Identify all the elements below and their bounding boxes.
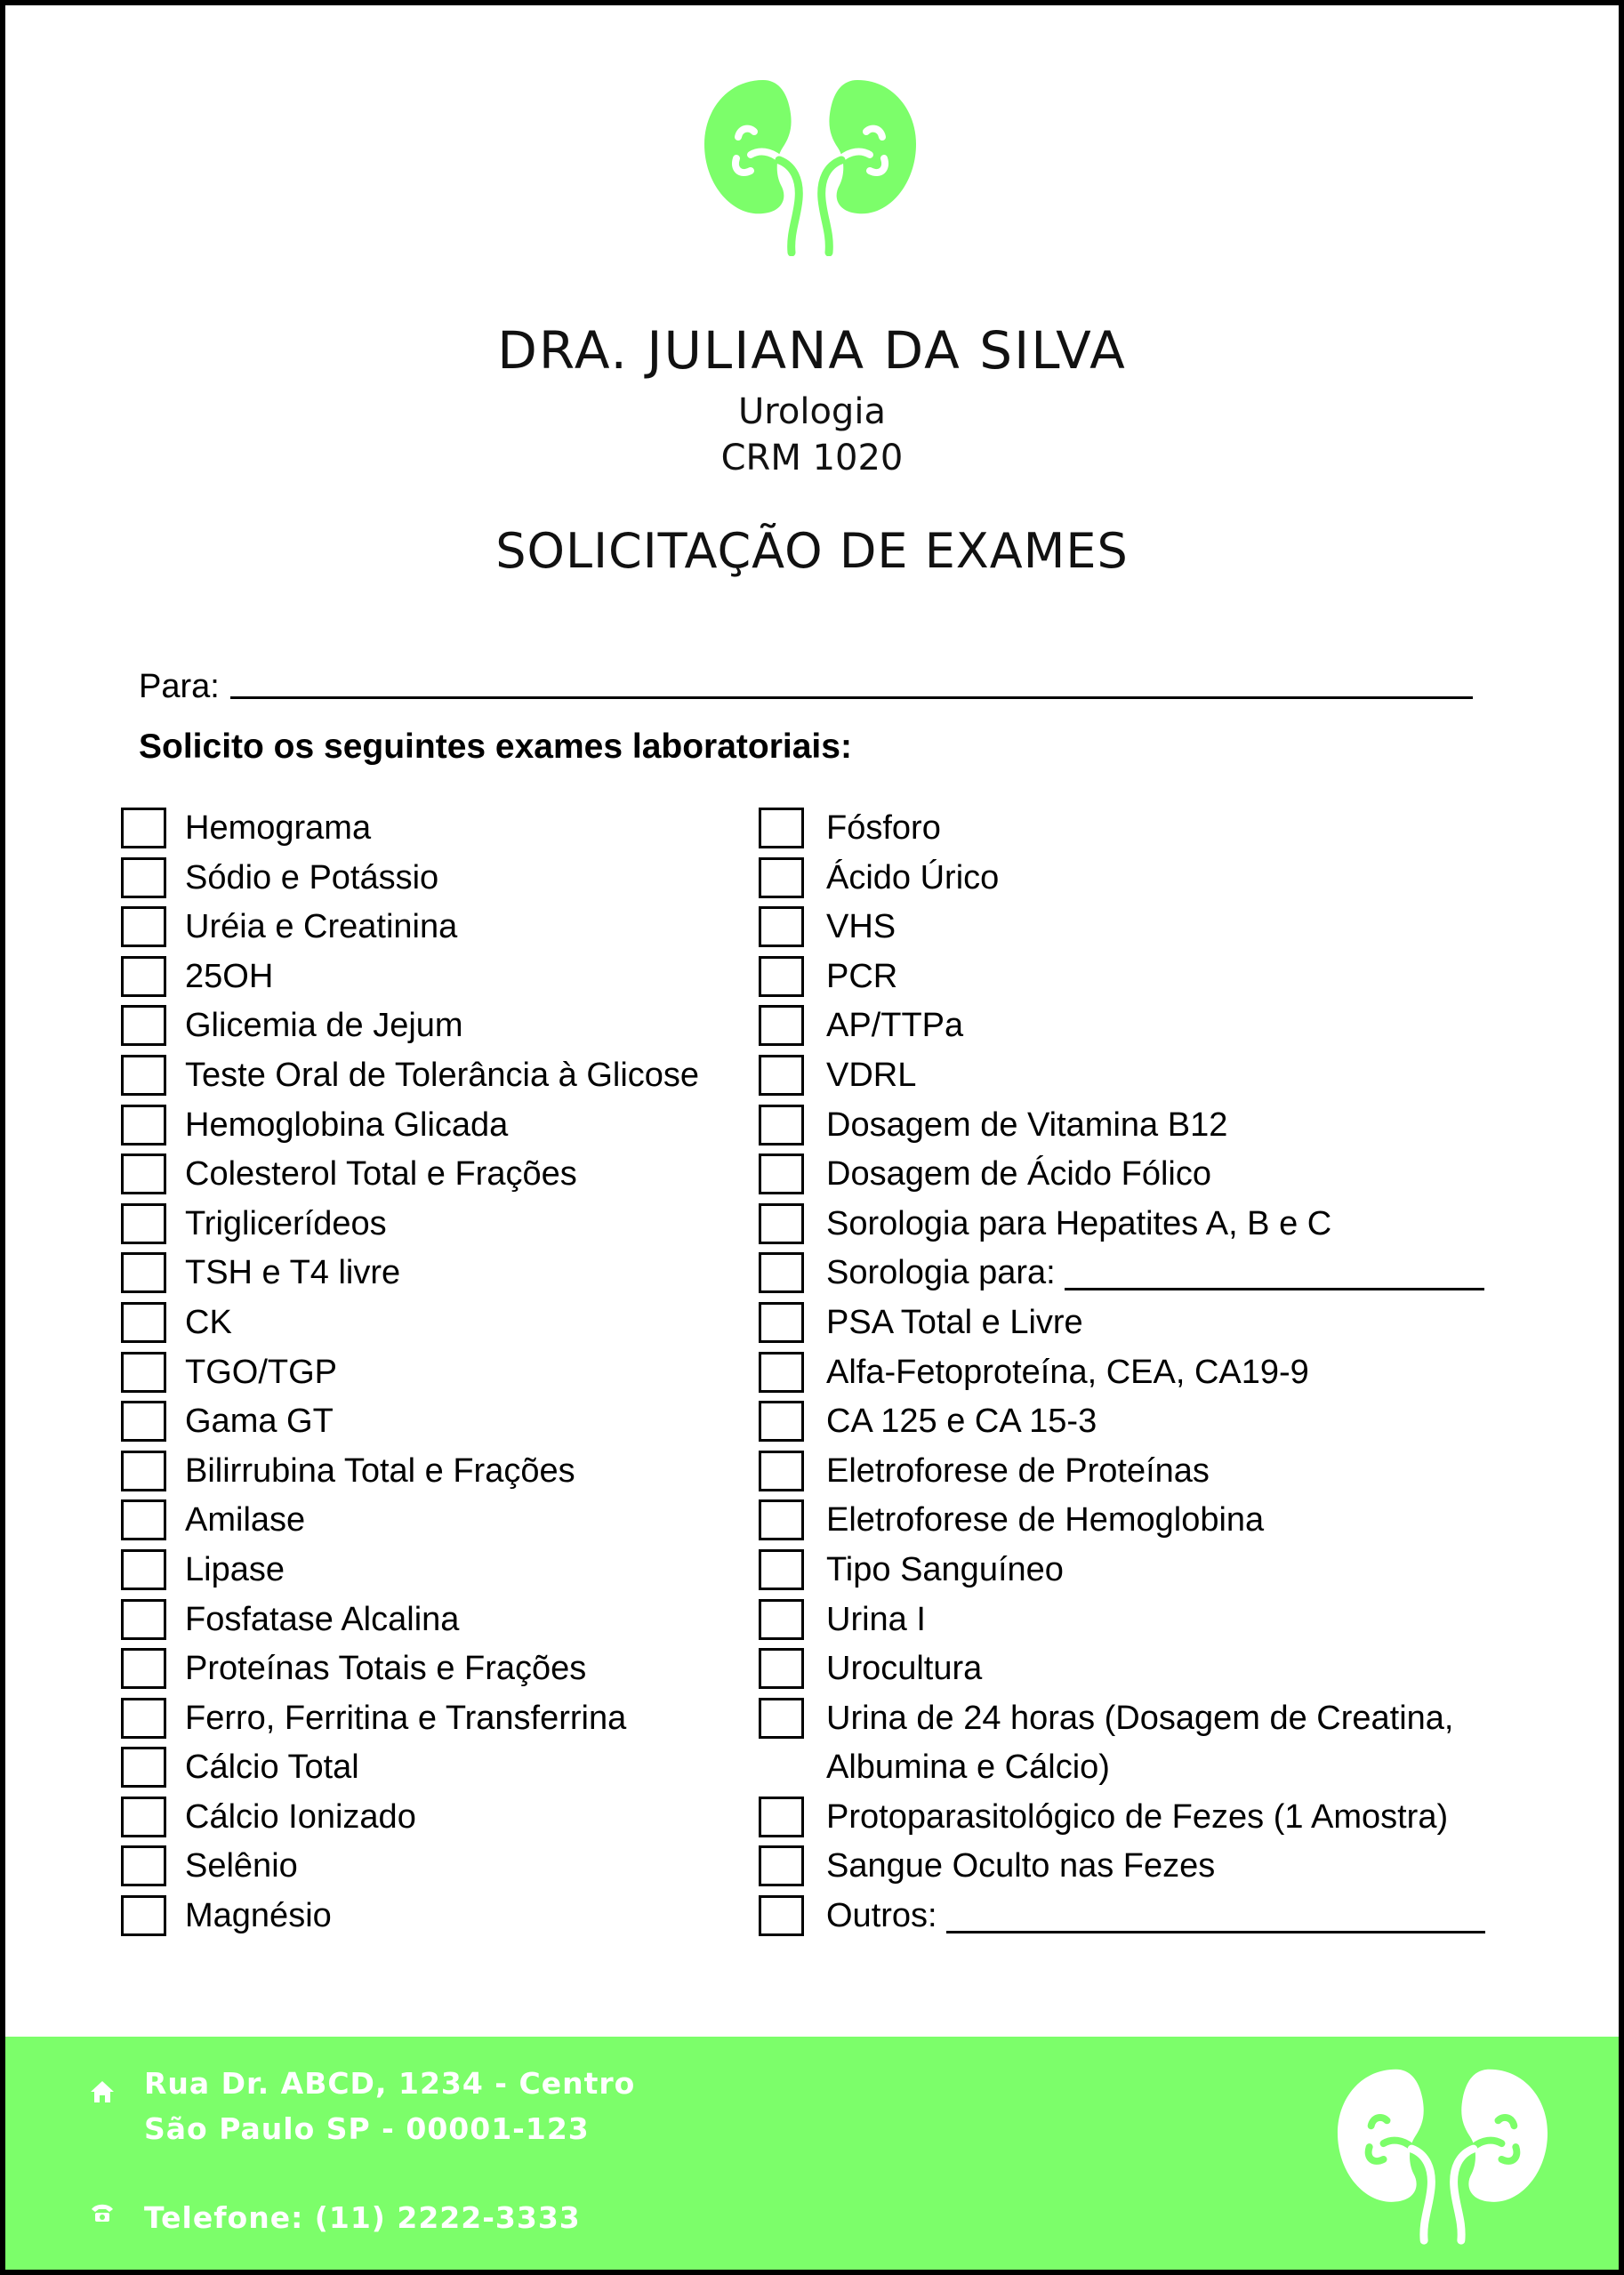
kidney-logo-icon	[701, 73, 920, 256]
exam-checkbox[interactable]	[121, 906, 166, 947]
exam-item[interactable]	[121, 1447, 758, 1497]
exam-item[interactable]	[121, 1298, 758, 1348]
exam-label: CK	[185, 1303, 232, 1341]
exam-checkbox[interactable]	[759, 1352, 804, 1393]
exam-item[interactable]	[121, 953, 758, 1002]
exam-label: Hemoglobina Glicada	[185, 1105, 509, 1144]
exam-checkbox[interactable]	[759, 1698, 804, 1739]
exam-label: Teste Oral de Tolerância à Glicose	[185, 1056, 700, 1094]
exam-label: Urocultura	[826, 1650, 983, 1688]
exam-item[interactable]	[759, 1793, 1515, 1843]
exam-label: Fosfatase Alcalina	[185, 1600, 460, 1638]
exam-label: 25OH	[185, 957, 274, 995]
exam-checkbox[interactable]	[759, 1648, 804, 1689]
exam-item[interactable]	[759, 1694, 1515, 1793]
exam-checkbox[interactable]	[759, 1203, 804, 1244]
exam-checkbox[interactable]	[121, 956, 166, 997]
exam-request-intro: Solicito os seguintes exames laboratoriais:	[139, 728, 852, 766]
exam-item[interactable]	[121, 1249, 758, 1298]
exam-item[interactable]	[759, 1001, 1515, 1051]
exam-list-right	[759, 804, 1515, 1941]
exam-checkbox[interactable]	[759, 1451, 804, 1491]
exam-label	[826, 1892, 1485, 1941]
exam-checkbox[interactable]	[759, 1154, 804, 1194]
exam-item[interactable]	[121, 1496, 758, 1546]
exam-checkbox[interactable]	[759, 1302, 804, 1343]
exam-item[interactable]	[121, 1546, 758, 1596]
sorologia-blank-line[interactable]	[1065, 1252, 1484, 1290]
exam-item[interactable]	[759, 1596, 1515, 1645]
exam-label: Fósforo	[826, 809, 941, 847]
exam-checkbox[interactable]	[121, 1401, 166, 1442]
exam-item[interactable]	[121, 1644, 758, 1694]
exam-item[interactable]	[121, 1694, 758, 1744]
exam-checkbox[interactable]	[759, 1599, 804, 1640]
phone-icon	[89, 2202, 116, 2223]
exam-item[interactable]	[759, 1051, 1515, 1101]
para-field[interactable]	[139, 644, 1473, 706]
exam-item[interactable]	[121, 804, 758, 854]
exam-checkbox[interactable]	[759, 1895, 804, 1936]
exam-checkbox[interactable]	[121, 1105, 166, 1146]
exam-label: Gama GT	[185, 1403, 334, 1441]
exam-checkbox[interactable]	[759, 1499, 804, 1540]
exam-item[interactable]	[759, 1298, 1515, 1348]
exam-label: Dosagem de Vitamina B12	[826, 1105, 1228, 1144]
exam-label: PSA Total e Livre	[826, 1303, 1083, 1341]
para-blank-line[interactable]	[230, 661, 1473, 699]
exam-checkbox[interactable]	[759, 906, 804, 947]
exam-item-sorologia[interactable]	[759, 1249, 1515, 1298]
exam-checkbox[interactable]	[121, 1648, 166, 1689]
exam-item-outros[interactable]	[759, 1892, 1515, 1941]
sorologia-label: Sorologia para:	[826, 1254, 1056, 1292]
exam-item[interactable]	[121, 854, 758, 904]
exam-item[interactable]	[759, 1150, 1515, 1200]
exam-checkbox[interactable]	[759, 1845, 804, 1886]
outros-label: Outros:	[826, 1896, 937, 1934]
exam-item[interactable]	[121, 1842, 758, 1892]
exam-checkbox[interactable]	[121, 1797, 166, 1837]
exam-item[interactable]	[759, 1644, 1515, 1694]
exam-label: Selênio	[185, 1847, 298, 1885]
exam-item[interactable]	[759, 953, 1515, 1002]
exam-label: TGO/TGP	[185, 1353, 337, 1391]
para-label: Para:	[139, 668, 220, 705]
exam-item[interactable]	[121, 1150, 758, 1200]
exam-label: Eletroforese de Hemoglobina	[826, 1501, 1265, 1539]
exam-label: CA 125 e CA 15-3	[826, 1403, 1097, 1441]
exam-label: Bilirrubina Total e Frações	[185, 1451, 575, 1490]
exam-item[interactable]	[121, 1397, 758, 1447]
kidney-logo-footer-icon	[1334, 2062, 1551, 2245]
exam-item[interactable]	[121, 1200, 758, 1250]
exam-item[interactable]	[759, 1348, 1515, 1398]
exam-label: Urina I	[826, 1600, 926, 1638]
exam-checkbox[interactable]	[121, 1698, 166, 1739]
exam-item[interactable]	[121, 903, 758, 953]
exam-checkbox[interactable]	[121, 1845, 166, 1886]
exam-label: Sódio e Potássio	[185, 858, 439, 896]
exam-checkbox[interactable]	[759, 857, 804, 898]
exam-label: Ferro, Ferritina e Transferrina	[185, 1699, 627, 1737]
exam-checkbox[interactable]	[121, 1055, 166, 1096]
phone-number: Telefone: (11) 2222-3333	[144, 2200, 581, 2235]
exam-label: Magnésio	[185, 1897, 332, 1935]
exam-label: Eletroforese de Proteínas	[826, 1451, 1210, 1490]
exam-label: Lipase	[185, 1550, 285, 1588]
exam-label: Glicemia de Jejum	[185, 1007, 463, 1045]
exam-label: Protoparasitológico de Fezes (1 Amostra)	[826, 1797, 1449, 1836]
exam-checkbox[interactable]	[121, 1005, 166, 1046]
exam-item[interactable]	[121, 1892, 758, 1941]
exam-checkbox[interactable]	[121, 1154, 166, 1194]
exam-label: VHS	[826, 908, 896, 946]
exam-item[interactable]	[759, 854, 1515, 904]
exam-label: Cálcio Total	[185, 1748, 359, 1787]
exam-label: Sangue Oculto nas Fezes	[826, 1847, 1216, 1885]
exam-label: Sorologia para Hepatites A, B e C	[826, 1204, 1332, 1242]
exam-checkbox[interactable]	[759, 1252, 804, 1293]
address-line-2: São Paulo SP - 00001-123	[144, 2111, 590, 2146]
exam-item[interactable]	[759, 804, 1515, 854]
exam-item[interactable]	[759, 1842, 1515, 1892]
exam-label: Amilase	[185, 1501, 306, 1539]
exam-item[interactable]	[759, 1101, 1515, 1151]
exam-label: Tipo Sanguíneo	[826, 1550, 1064, 1588]
exam-label: Proteínas Totais e Frações	[185, 1650, 587, 1688]
exam-item[interactable]	[759, 1397, 1515, 1447]
exam-label: Urina de 24 horas (Dosagem de Creatina, Albumina e Cálcio)	[826, 1699, 1454, 1786]
exam-item[interactable]	[121, 1348, 758, 1398]
doctor-name: DRA. JULIANA DA SILVA	[497, 320, 1127, 381]
exam-item[interactable]	[121, 1001, 758, 1051]
exam-label: Triglicerídeos	[185, 1204, 387, 1242]
form-title: SOLICITAÇÃO DE EXAMES	[495, 523, 1129, 579]
exam-checkbox[interactable]	[121, 1352, 166, 1393]
exam-label: Colesterol Total e Frações	[185, 1155, 577, 1194]
exam-item[interactable]	[759, 1496, 1515, 1546]
exam-item[interactable]	[121, 1596, 758, 1645]
exam-label	[826, 1249, 1484, 1298]
address-line-1: Rua Dr. ABCD, 1234 - Centro	[144, 2066, 636, 2101]
exam-checkbox[interactable]	[759, 1005, 804, 1046]
exam-checkbox[interactable]	[759, 1105, 804, 1146]
exam-checkbox[interactable]	[121, 1599, 166, 1640]
exam-checkbox[interactable]	[759, 1401, 804, 1442]
exam-checkbox[interactable]	[121, 1302, 166, 1343]
exam-label: Uréia e Creatinina	[185, 908, 458, 946]
exam-checkbox[interactable]	[759, 1549, 804, 1590]
exam-checkbox[interactable]	[121, 1747, 166, 1788]
exam-item[interactable]	[759, 1546, 1515, 1596]
exam-checkbox[interactable]	[121, 1451, 166, 1491]
exam-item[interactable]	[759, 1200, 1515, 1250]
exam-checkbox[interactable]	[121, 1499, 166, 1540]
exam-label: Dosagem de Ácido Fólico	[826, 1155, 1211, 1194]
exam-label: Ácido Úrico	[826, 858, 1000, 896]
exam-checkbox[interactable]	[759, 1055, 804, 1096]
exam-item[interactable]	[759, 903, 1515, 953]
specialty: Urologia	[738, 391, 886, 432]
exam-checkbox[interactable]	[759, 808, 804, 848]
exam-item[interactable]	[759, 1447, 1515, 1497]
home-icon	[89, 2079, 116, 2104]
exam-item[interactable]	[121, 1793, 758, 1843]
exam-checkbox[interactable]	[121, 1895, 166, 1936]
exam-checkbox[interactable]	[121, 1549, 166, 1590]
exam-checkbox[interactable]	[121, 808, 166, 848]
exam-label: TSH e T4 livre	[185, 1254, 401, 1292]
exam-item[interactable]	[121, 1743, 758, 1793]
exam-label: PCR	[826, 957, 898, 995]
exam-label: Alfa-Fetoproteína, CEA, CA19-9	[826, 1353, 1309, 1391]
exam-checkbox[interactable]	[121, 1203, 166, 1244]
exam-checkbox[interactable]	[121, 857, 166, 898]
exam-item[interactable]	[121, 1051, 758, 1101]
outros-blank-line[interactable]	[946, 1895, 1485, 1933]
exam-checkbox[interactable]	[759, 1797, 804, 1837]
exam-checkbox[interactable]	[121, 1252, 166, 1293]
exam-label: VDRL	[826, 1056, 917, 1094]
exam-checkbox[interactable]	[759, 956, 804, 997]
exam-list-left	[121, 804, 758, 1941]
exam-label: Hemograma	[185, 809, 372, 847]
exam-label: Cálcio Ionizado	[185, 1797, 416, 1836]
exam-label: AP/TTPa	[826, 1007, 964, 1045]
exam-item[interactable]	[121, 1101, 758, 1151]
crm-number: CRM 1020	[720, 438, 904, 478]
